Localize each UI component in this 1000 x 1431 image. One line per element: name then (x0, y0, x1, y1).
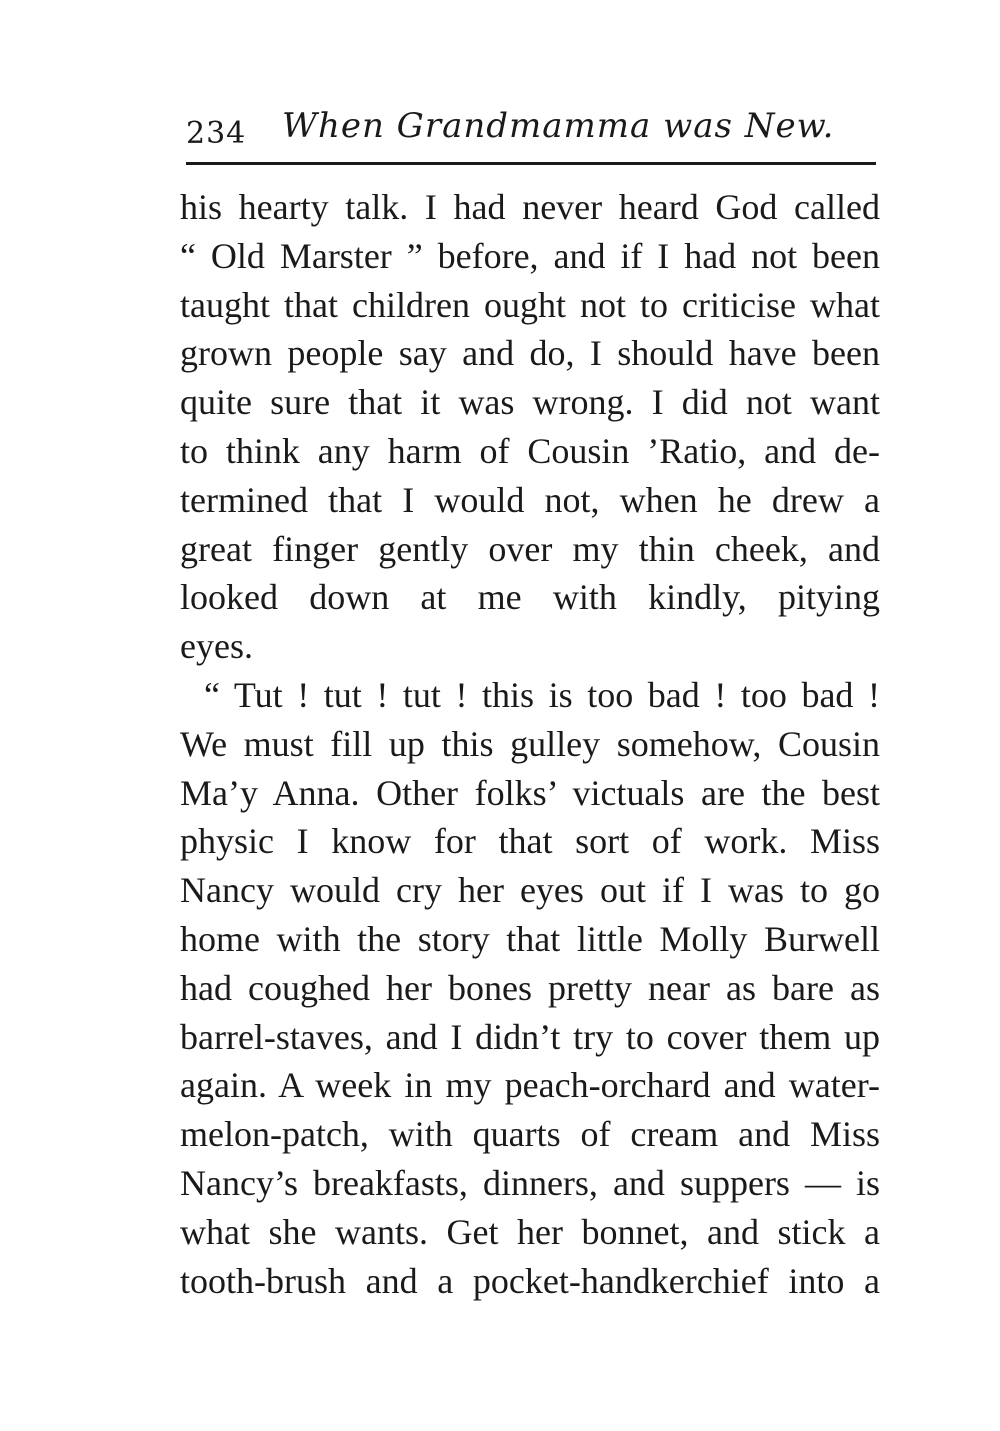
text-line: barrel-staves, and I didn’t try to cover them up (180, 1016, 880, 1057)
text-line: grown people say and do, I should have been (180, 333, 880, 374)
text-line: tooth-brush and a pocket-handkerchief into a (180, 1260, 880, 1301)
text-line: had coughed her bones pretty near as bare as (180, 967, 880, 1008)
text-line: eyes. (180, 626, 253, 667)
text-line: We must fill up this gulley somehow, Cousin (180, 723, 880, 764)
text-line: his hearty talk. I had never heard God called (180, 187, 880, 227)
text-line: melon-patch, with quarts of cream and Miss (180, 1114, 880, 1155)
text-line: what she wants. Get her bonnet, and stick a (180, 1211, 880, 1252)
text-line: physic I know for that sort of work. Miss (180, 821, 880, 862)
page-header (186, 102, 876, 154)
header-rule (186, 162, 876, 165)
text-line: Nancy’s breakfasts, dinners, and suppers — is (180, 1162, 880, 1203)
text-line: Nancy would cry her eyes out if I was to go (180, 870, 880, 911)
text-line: Ma’y Anna. Other folks’ victuals are the best (180, 772, 880, 813)
text-line: looked down at me with kindly, pitying (180, 577, 880, 618)
text-line: “ Old Marster ” before, and if I had not been (180, 235, 880, 276)
text-line: to think any harm of Cousin ’Ratio, and de- (180, 430, 880, 471)
body-text (180, 183, 880, 1305)
text-line: termined that I would not, when he drew a (180, 479, 880, 520)
text-line: taught that children ought not to criticise what (180, 284, 880, 325)
paragraph-start-line: “ Tut ! tut ! tut ! this is too bad ! too bad ! (204, 674, 880, 715)
text-line: quite sure that it was wrong. I did not want (180, 382, 880, 423)
page-number: 234 (186, 116, 247, 151)
text-line: again. A week in my peach-orchard and water- (180, 1065, 880, 1106)
running-title: When Grandmamma was New. (282, 106, 835, 146)
text-line: great finger gently over my thin cheek, and (180, 528, 880, 569)
text-line: home with the story that little Molly Burwell (180, 918, 880, 959)
